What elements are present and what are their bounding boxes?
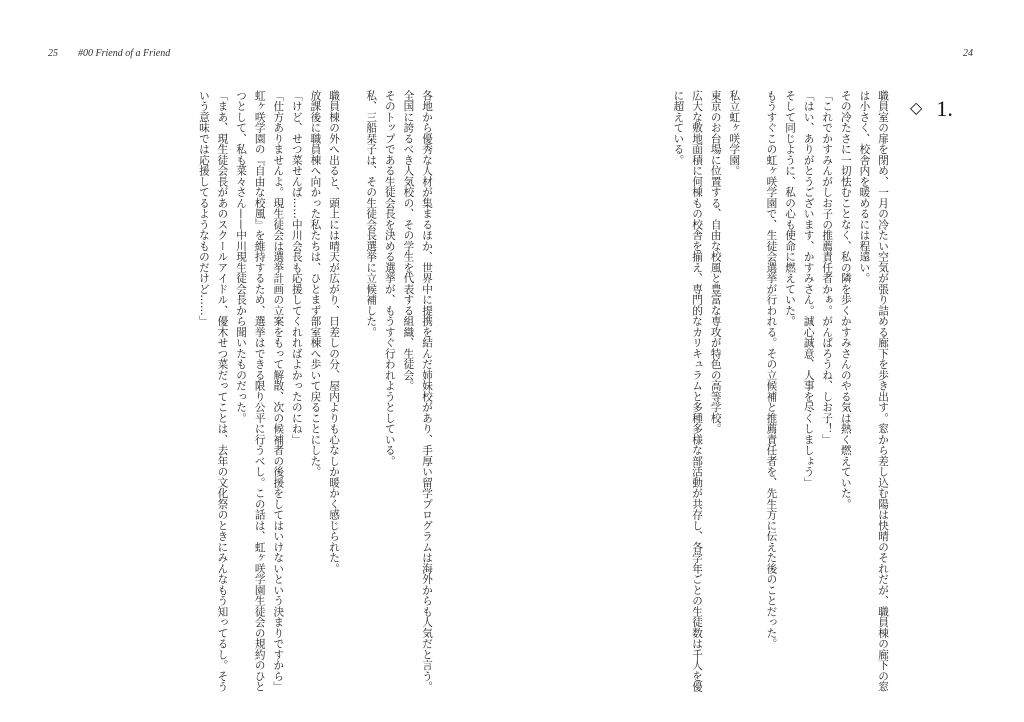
paragraph: 「けど、せつ菜せんぱ……中川会長も応援してくれればよかったのにね」 — [290, 90, 303, 445]
right-page-number: 24 — [963, 48, 973, 59]
paragraph: その冷たさに一切怯むことなく、私の隣を歩くかすみさんのやる気は熱く燃えていた。 — [839, 90, 852, 510]
paragraph: もうすぐこの虹ヶ咲学園で、生徒会選挙が行われる。その立候補と推薦責任者を、先生方に伝えた後のことだった。 — [765, 90, 778, 649]
paragraph: 「はい、ありがとうございます、かすみさん。誠心誠意、人事を尽くしましょう」 — [802, 90, 815, 488]
chapter-number: 1. — [936, 96, 953, 121]
diamond-icon: ◇ — [910, 100, 923, 117]
paragraph: 職員室の扉を閉め、一月の冷たい空気が張り詰める廊下を歩き出す。窓から差し込む陽は快晴のそれだが、職員棟の廊下の窓は小さく、校舎内を暖めるには程遠い。 — [858, 90, 889, 692]
paragraph: 東京のお台場に位置する、自由な校風と豊富な専攻が特色の高等学校。 — [709, 90, 722, 434]
paragraph: 虹ヶ咲学園の『自由な校風』を維持するため、選挙はできる限り公平に行うべし。この話は、虹ヶ咲学園生徒会の規約のひとつとして、私も菜々さん——中川現生徒会長から聞いたものだった。 — [235, 90, 266, 692]
section-gap — [743, 90, 762, 702]
running-title: #00 Friend of a Friend — [78, 48, 171, 59]
right-page-body — [585, 90, 892, 702]
paragraph: 「仕方ありませんよ。現生徒会は選挙計画の立案をもって解散、次の候補者の後援をしてはいけないという決まりですから」 — [272, 90, 285, 692]
paragraph: 広大な敷地面積に何棟もの校舎を揃え、専門的なカリキュラムと多種多様な部活動が共存し、各学年ごとの生徒数は千人を優に超えている。 — [672, 90, 704, 692]
paragraph: 「これでかすみんがしお子の推薦責任者かぁ。がんばろうね、しお子！」 — [821, 90, 834, 445]
left-page-number: 25 — [48, 48, 58, 59]
paragraph: 各地から優秀な人材が集まるほか、世界中に提携を結んだ姉妹校があり、手厚い留学プログラムは海外からも人気だと言う。 — [421, 90, 433, 692]
paragraph: 私、三船栞子は、その生徒会長選挙に立候補した。 — [365, 90, 378, 338]
paragraph: 全国に誇るべき人気校の、その学生を代表する組織、生徒会。 — [402, 90, 415, 391]
paragraph: 私立虹ヶ咲学園。 — [728, 90, 741, 176]
left-page-body — [46, 90, 436, 702]
section-gap — [343, 90, 362, 702]
paragraph: 放課後に職員棟へ向かった私たちは、ひとまず部室棟へ歩いて戻ることにした。 — [309, 90, 322, 477]
paragraph: そのトップである生徒会長を決める選挙が、もうすぐ行われようとしている。 — [383, 90, 396, 467]
chapter-heading — [910, 96, 953, 122]
paragraph: そして同じように、私の心も使命に燃えていた。 — [784, 90, 797, 327]
paragraph: 「まあ、現生徒会長があのスクールアイドル、優木せつ菜だってことは、去年の文化祭のときにみんなもう知ってるし。そういう意味では応援してるようなものだけど……」 — [197, 90, 229, 692]
paragraph: 職員棟の外へ出ると、頭上には晴天が広がり、日差しの分、屋内よりも心なしか暖かく感じられた。 — [328, 90, 341, 574]
